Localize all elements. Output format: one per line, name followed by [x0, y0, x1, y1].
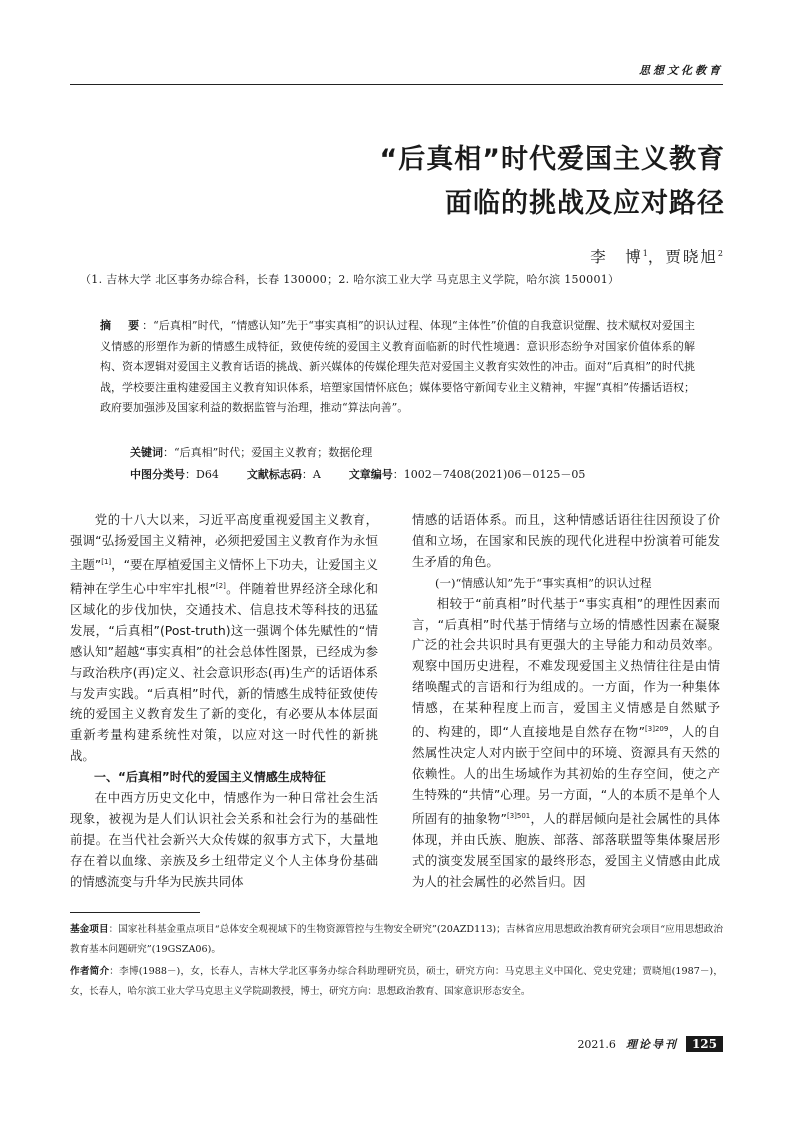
citation: [3]501	[506, 811, 531, 820]
page-number: 125	[686, 1036, 723, 1052]
article-number-value: ：1002－7408(2021)06－0125－05	[392, 468, 586, 481]
header-rule	[70, 84, 723, 85]
paragraph: 在中西方历史文化中，情感作为一种日常社会生活现象，被视为是人们认识社会关系和社会行为的基础性前提。在当代社会新兴大众传媒的叙事方式下，大量地存在着以血缘、亲族及乡土纽带定义个人主体身份基础的情感流变与升华为民族共同体	[70, 790, 378, 889]
section-heading: 一、“后真相”时代的爱国主义情感生成特征	[94, 770, 326, 785]
doc-code-label: 文献标志码	[246, 468, 302, 481]
footnote-rule	[70, 912, 200, 913]
footnote-fund	[70, 920, 723, 959]
keywords	[130, 444, 372, 460]
classification	[130, 466, 585, 482]
citation: [3]209	[645, 725, 669, 734]
author-2: 贾晓旭	[665, 248, 718, 266]
text-span: 。伴随着世界经济全球化和区域化的步伐加快，交通技术、信息技术等科技的迅猛发展，“后真相”(Post-truth)这一强调个体先赋性的“情感认知”超越“事实真相”的社会总体性图景，已经成为参与政治秩序(再)定义、社会意识形态(再)生产的话语体系与发声实践。“后真相”时代，新的情感生成特征致使传统的爱国主义教育发生了新的变化，有必要从本体层面重新考量构建系统性对策，以应对这一时代性的新挑战。	[70, 580, 379, 764]
citation: [2]	[215, 581, 226, 590]
clc-label: 中图分类号	[130, 468, 185, 481]
affiliation: （1. 吉林大学 北区事务办综合科，长春 130000；2. 哈尔滨工业大学 马克思主义学院，哈尔滨 150001）	[80, 273, 620, 286]
subsection-heading: (一)“情感认知”先于“事实真相”的识认过程	[435, 575, 652, 590]
clc-value: ：D64	[185, 468, 219, 481]
author-2-affil-mark: 2	[717, 248, 723, 258]
paragraph	[70, 510, 378, 767]
author-separator: ，	[647, 248, 666, 266]
text-span: 相较于“前真相”时代基于“事实真相”的理性因素而言，“后真相”时代基于情绪与立场的情感性因素在凝聚广泛的社会共识时具有更强大的主导能力和动员效率。观察中国历史进程，不难发现爱国主义热情往往是由情绪唤醒式的言语和行为组成的。一方面，作为一种集体情感，在某种程度上而言，爱国主义情感是自然赋予的、构建的，即“人直接地是自然存在物”	[412, 595, 720, 740]
title-line-1: “后真相”时代爱国主义教育	[379, 144, 725, 175]
paragraph: 情感的话语体系。而且，这种情感话语往往因预设了价值和立场，在国家和民族的现代化进程中扮演着可能发生矛盾的角色。	[412, 512, 720, 569]
fund-text: ：国家社科基金重点项目“总体安全观视域下的生物资源管控与生物安全研究”(20AZD113)；吉林省应用思想政治教育研究会项目“应用思想政治教育基本问题研究”(19GSZA06)。	[70, 924, 724, 955]
article-title	[380, 138, 726, 226]
abstract-text: ：“后真相”时代，“情感认知”先于“事实真相”的识认过程、体现“主体性”价值的自我意识觉醒、技术赋权对爱国主义情感的形塑作为新的情感生成特征，致使传统的爱国主义教育面临新的时代性境遇：意识形态纷争对国家价值体系的解构、资本逻辑对爱国主义教育话语的挑战、新兴媒体的传媒伦理失范对爱国主义教育实效性的冲击。面对“后真相”的时代挑战，学校要注重构建爱国主义教育知识体系，培塑家国情怀底色；媒体要恪守新闻专业主义精神，牢握“真相”传播话语权；政府要加强涉及国家利益的数据监管与治理，推动“算法向善”。	[100, 319, 695, 414]
text-span: ，人的自然属性决定人对内嵌于空间中的环境、资源具有天然的依赖性。人的出生场域作为其初始的生存空间，使之产生特殊的“共情”心理。另一方面，“人的本质不是单个人所固有的抽象物”	[412, 724, 720, 826]
page-footer	[577, 1036, 723, 1052]
keywords-text: ：“后真相”时代；爱国主义教育；数据伦理	[163, 446, 373, 459]
keywords-label: 关键词	[130, 446, 163, 459]
text-span: 党的十八大以来，习近平高度重视爱国主义教育，强调“弘扬爱国主义精神，必须把爱国主义教育作为永恒主题”	[70, 512, 378, 572]
text-span: ，人的群居倾向是社会属性的具体体现，并由氏族、胞族、部落、部落联盟等集体聚居形式的演变发展至国家的最终形态，爱国主义情感由此成为人的社会属性的必然旨归。因	[412, 810, 720, 889]
abstract	[100, 316, 695, 419]
body-column-left	[70, 510, 378, 893]
author-bio-label: 作者简介	[70, 966, 110, 977]
text-span: ，“要在厚植爱国主义情怀上下功夫，让爱国主义精神在学生心中牢牢扎根”	[70, 556, 379, 596]
fund-label: 基金项目	[70, 924, 109, 935]
authors	[590, 245, 723, 267]
author-1-affil-mark: 1	[642, 248, 648, 258]
body-column-right	[412, 510, 720, 893]
title-line-2: 面临的挑战及应对路径	[445, 188, 725, 219]
citation: [1]	[101, 557, 112, 566]
doc-code-value: ：A	[301, 468, 321, 481]
footnote-author	[70, 962, 723, 1001]
article-number-label: 文章编号	[348, 468, 393, 481]
paragraph	[412, 594, 720, 893]
issue-date: 2021.6	[577, 1037, 616, 1051]
abstract-label: 摘 要	[100, 319, 143, 332]
journal-name: 理论导刊	[625, 1038, 678, 1051]
author-1: 李 博	[590, 248, 643, 266]
author-bio-text: ：李博(1988－)，女，长春人，吉林大学北区事务办综合科助理研究员，硕士，研究方向：马克思主义中国化、党史党建；贾晓旭(1987－)，女，长春人，哈尔滨工业大学马克思主义学院副教授，博士，研究方向：思想政治教育、国家意识形态安全。	[70, 966, 723, 997]
section-label: 思想文化教育	[639, 64, 723, 77]
